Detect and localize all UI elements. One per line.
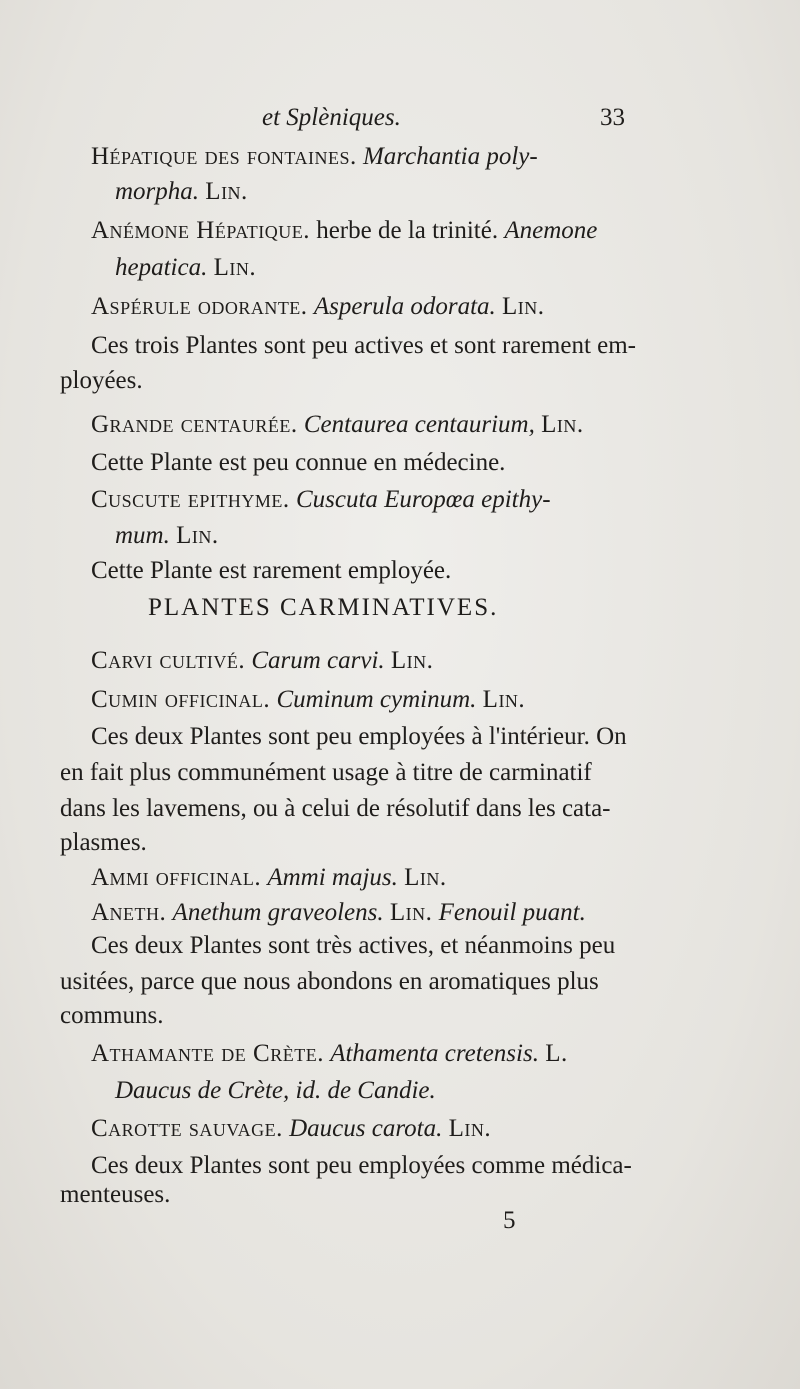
common-name: Cumin officinal. [91, 686, 271, 713]
latin-name: Carum carvi. [251, 647, 385, 674]
entry-asperule [91, 291, 545, 323]
entry-cumin [91, 684, 525, 716]
latin-name: Asperula odorata. [313, 293, 496, 320]
paragraph-line: Cette Plante est rarement employée. [91, 557, 452, 584]
common-name: Ammi officinal. [91, 864, 262, 891]
paragraph-line: Cette Plante est peu connue en médecine. [91, 449, 506, 476]
latin-name: Daucus carota. [289, 1115, 443, 1142]
paragraph-line: dans les lavemens, ou à celui de résolutif dans les cata- [60, 795, 611, 822]
latin-name: mum. [115, 522, 170, 549]
latin-name: Cuscuta Europœa epithy- [295, 486, 551, 513]
common-name: Hépatique des fontaines. [91, 143, 357, 170]
common-name: Carotte sauvage. [91, 1115, 283, 1142]
section-heading: PLANTES CARMINATIVES. [148, 594, 499, 621]
entry-carotte [91, 1113, 491, 1145]
latin-name: Cuminum cyminum. [276, 686, 477, 713]
latin-name: Centaurea centaurium, [303, 411, 535, 438]
latin-name: Marchantia poly- [362, 143, 538, 170]
paragraph-line: ployées. [60, 367, 143, 394]
paragraph-line: Ces trois Plantes sont peu actives et sont rarement em- [91, 332, 637, 359]
paragraph-line: Ces deux Plantes sont peu employées comme médica- [91, 1152, 632, 1179]
common-name: Athamante de Crète. [91, 1040, 324, 1067]
entry-ammi [91, 862, 447, 894]
author-abbrev: L. [545, 1040, 568, 1067]
common-name: Carvi cultivé. [91, 647, 246, 674]
paragraph-line: communs. [60, 1002, 164, 1029]
entry-anemone-line2 [115, 252, 256, 284]
latin-name: Ammi majus. [267, 864, 398, 891]
alt-name: herbe de la trinité. [316, 217, 499, 244]
paragraph-line: menteuses. [60, 1181, 171, 1208]
paragraph-line: Ces deux Plantes sont très actives, et néanmoins peu [91, 932, 616, 959]
paragraph-line: plasmes. [60, 829, 147, 856]
alt-name: Fenouil puant. [438, 899, 586, 926]
entry-cuscute-line2 [115, 520, 219, 552]
running-header-title: et Splèniques. [262, 104, 401, 131]
entry-hepatique-line1 [91, 141, 538, 173]
author-abbrev: Lin. [213, 254, 257, 281]
author-abbrev: Lin. [389, 899, 433, 926]
entry-athamante-line2: Daucus de Crète, id. de Candie. [115, 1077, 436, 1104]
author-abbrev: Lin. [404, 864, 447, 891]
author-abbrev: Lin. [176, 522, 219, 549]
common-name: Aneth. [91, 899, 167, 926]
latin-name: Athamenta cretensis. [330, 1040, 539, 1067]
latin-name: morpha. [115, 178, 200, 205]
common-name: Cuscute epithyme. [91, 486, 290, 513]
paragraph-line: en fait plus communément usage à titre de carminatif [60, 759, 592, 786]
author-abbrev: Lin. [541, 411, 584, 438]
latin-name: Anethum graveolens. [172, 899, 384, 926]
author-abbrev: Lin. [482, 686, 526, 713]
entry-aneth [91, 897, 586, 929]
entry-centauree [91, 409, 584, 441]
signature-mark: 5 [503, 1207, 516, 1234]
entry-cuscute-line1 [91, 484, 551, 516]
common-name: Grande centaurée. [91, 411, 298, 438]
common-name: Aspérule odorante. [91, 293, 308, 320]
author-abbrev: Lin. [448, 1115, 492, 1142]
author-abbrev: Lin. [205, 178, 248, 205]
author-abbrev: Lin. [502, 293, 545, 320]
paragraph-line: usitées, parce que nous abondons en aromatiques plus [60, 968, 599, 995]
author-abbrev: Lin. [390, 647, 434, 674]
latin-name: Anemone [504, 217, 598, 244]
common-name: Anémone Hépatique. [91, 217, 310, 244]
entry-carvi [91, 645, 433, 677]
page-number: 33 [600, 104, 625, 131]
entry-athamante-line1 [91, 1038, 568, 1070]
entry-hepatique-line2 [115, 176, 248, 208]
entry-anemone-line1 [91, 215, 597, 247]
latin-name: hepatica. [115, 254, 208, 281]
paragraph-line: Ces deux Plantes sont peu employées à l'intérieur. On [91, 723, 627, 750]
